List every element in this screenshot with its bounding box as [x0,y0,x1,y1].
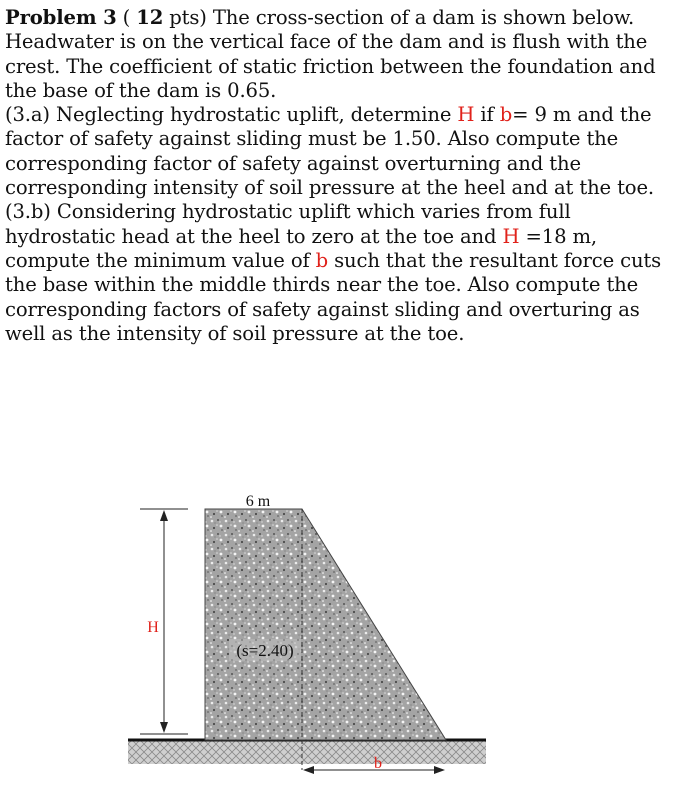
part-b-text-2: =18 m, compute the minimum value of [5,224,598,272]
points-close: pts) [163,6,207,29]
var-H: H [502,224,520,248]
part-b [5,200,680,346]
base-arrow-right [434,766,445,774]
part-a-text-2: if [474,103,500,127]
dam-cross-section-figure [0,490,683,787]
base-label: b [374,755,382,772]
specific-gravity-label: (s=2.40) [236,641,294,660]
part-b-text-3: such that the resultant force cuts the base within the middle thirds near the toe. Also compute the corresponding factors of safety against sliding and overturing as well as the intensity of soil pressure at the toe. [5,248,662,345]
top-width-label: 6 m [245,493,271,510]
base-arrow-left [303,766,314,774]
foundation [128,740,486,764]
problem-statement [5,6,680,346]
height-arrow-up [160,510,168,521]
height-arrow-down [160,722,168,733]
var-H: H [457,103,475,127]
var-b: b [315,248,329,272]
dam-body [205,509,446,740]
var-b: b [499,103,513,127]
intro-text: The cross-section of a dam is shown below. Headwater is on the vertical face of the dam and is flush with the crest. The coefficient of static friction between the foundation and the base of the dam is 0.65. [5,6,656,102]
points-open: ( [116,6,137,29]
points-value: 12 [136,6,164,29]
height-label: H [147,619,159,636]
part-a-text-1: (3.a) Neglecting hydrostatic uplift, determine [5,103,458,127]
part-a-text-3: = 9 m and the factor of safety against sliding must be 1.50. Also compute the corresponding factor of safety against overturning and the corresponding intensity of soil pressure at the heel and at the toe. [5,103,654,200]
problem-intro [5,6,680,103]
problem-heading: Problem 3 [5,6,117,29]
part-a [5,103,680,200]
part-b-text-1: (3.b) Considering hydrostatic uplift which varies from full hydrostatic head at the heel to zero at the toe and [5,200,571,248]
